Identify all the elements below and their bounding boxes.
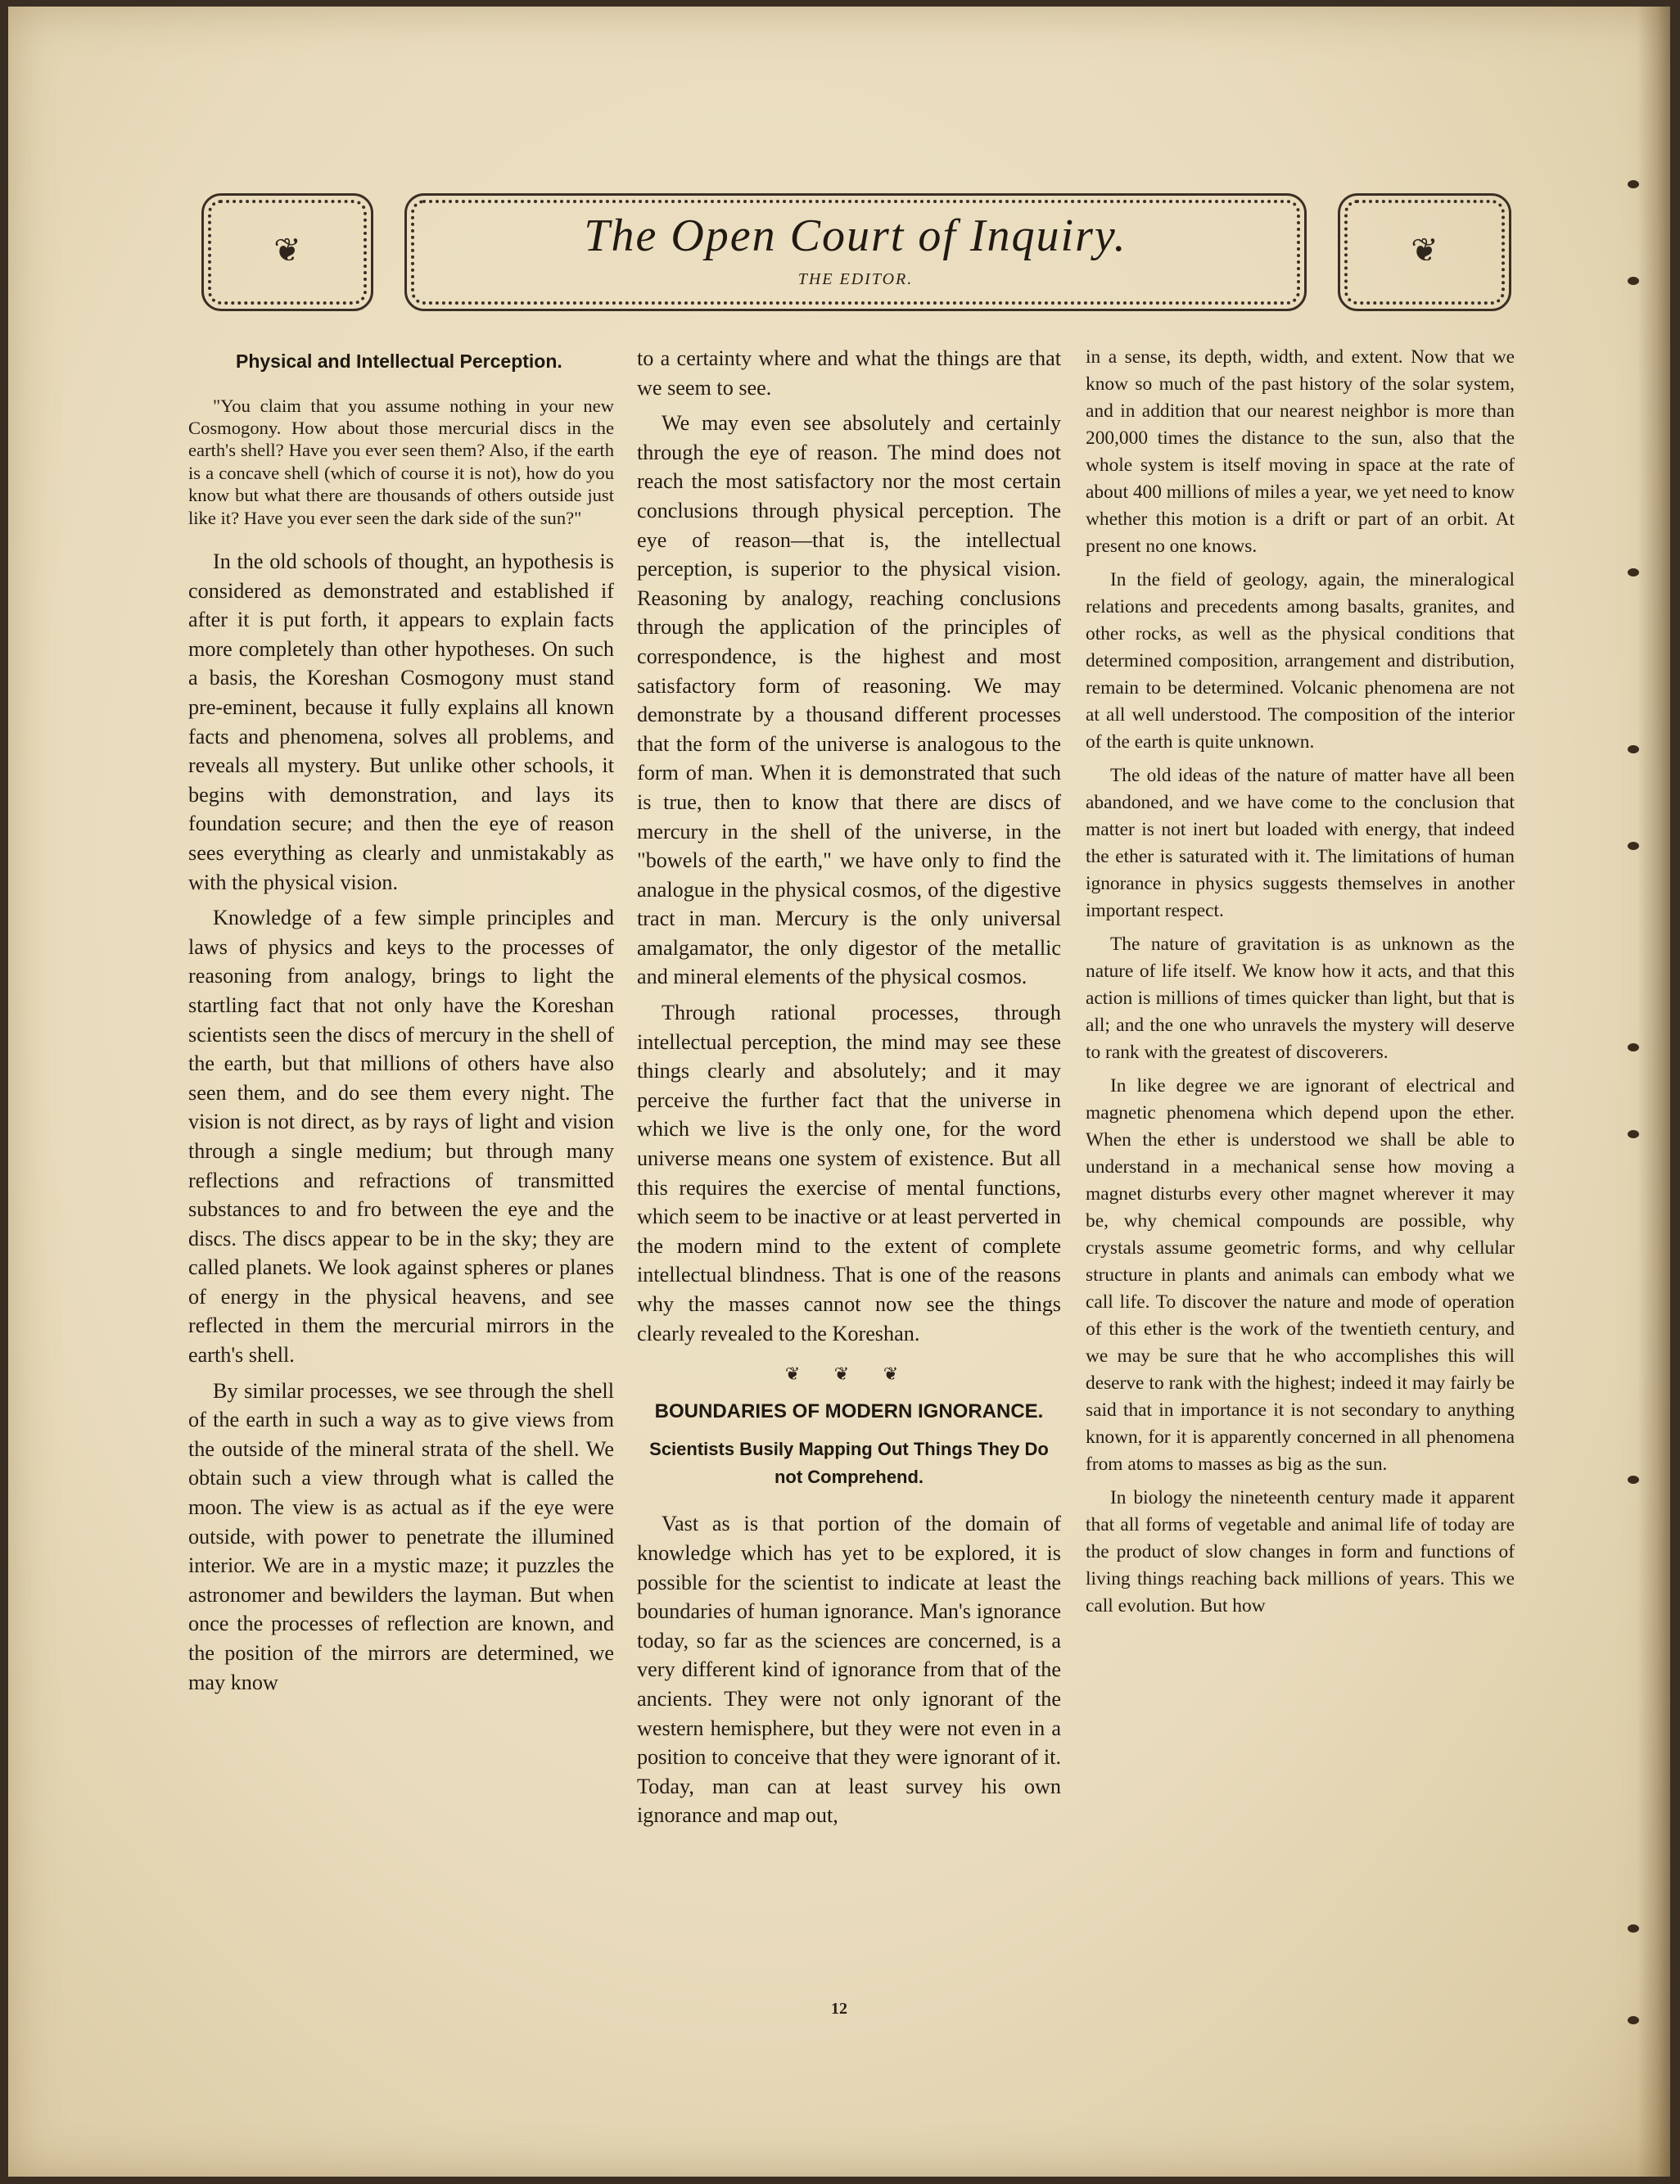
paragraph: to a certainty where and what the things are that we seem to see. xyxy=(637,346,1061,400)
fleuron-ornament-icon: ❦ xyxy=(273,232,301,269)
paragraph: in a sense, its depth, width, and extent. Now that we know so much of the past history of the solar system, and in addition that our nearest neighbor is more than 200,000 times the distance to the sun, also that the whole system is itself moving in space at the rate of about 400 millions of miles a year, we yet need to know whether this motion is a drift or part of an orbit. At present no one knows. xyxy=(1086,346,1515,557)
column-2 xyxy=(637,344,1061,1830)
binding-hole xyxy=(1628,277,1639,285)
binding-hole xyxy=(1628,1130,1639,1138)
binding-hole xyxy=(1628,1043,1639,1051)
paragraph: By similar processes, we see through the shell of the earth in such a way as to give views from the outside of the mineral strata of the shell. We obtain such a view through what is called the moon. The view is as actual as if the eye were outside, with power to penetrate the illumined interior. We are in a mystic maze; it puzzles the astronomer and bewilders the layman. But when once the processes of reflection are known, and the position of the mirrors are determined, we may know xyxy=(188,1378,614,1694)
banner-left-panel xyxy=(201,193,373,311)
section-divider: ❦ ❦ ❦ xyxy=(784,1363,914,1385)
article-subheading: Scientists Busily Mapping Out Things They Do not Comprehend. xyxy=(649,1439,1049,1488)
article-heading: BOUNDARIES OF MODERN IGNORANCE. xyxy=(654,1399,1044,1422)
paragraph: In biology the nineteenth century made it apparent that all forms of vegetable and animal life of today are the product of slow changes in form and functions of living things reaching back millions of years. This we call evolution. But how xyxy=(1086,1487,1515,1617)
paragraph: Vast as is that portion of the domain of knowledge which has yet to be explored, it is possible for the scientist to indicate at least the boundaries of human ignorance. Man's ignorance today, so far as the sciences are concerned, is a very different kind of ignorance from that of the ancients. They were not only ignorant of the western hemisphere, but they were not even in a position to conceive that they were ignorant of it. Today, man can at least survey his own ignorance and map out, xyxy=(637,1512,1061,1828)
page-number: 12 xyxy=(831,2000,847,2018)
fleuron-ornament-icon: ❦ xyxy=(1411,232,1438,269)
paragraph: We may even see absolutely and certainly through the eye of reason. The mind does not reach the most satisfactory nor the most certain conclusions through physical perception. The eye of reason—that is, the intellectual perception, is superior to the physical vision. Reasoning by analogy, reaching conclusions through the application of the principles of correspondence, is the highest and most satisfactory form of reasoning. We may demonstrate by a thousand different processes that the form of the universe is analogous to the form of man. When it is demonstrated that such is true, then to know that there are discs of mercury in the shell of the universe, in the "bowels of the earth," we have only to find the analogue in the physical cosmos, of the digestive tract in man. Mercury is the only universal amalgamator, the only digestor of the metallic and mineral elements of the physical cosmos. xyxy=(637,411,1061,989)
column-1 xyxy=(188,344,614,1697)
binding-hole xyxy=(1628,1924,1639,1933)
banner-right-panel xyxy=(1338,193,1511,311)
binding-hole xyxy=(1628,180,1639,188)
column-3 xyxy=(1086,344,1515,1620)
banner-title-panel xyxy=(404,193,1307,311)
section-byline: THE EDITOR. xyxy=(797,270,914,288)
paragraph: The old ideas of the nature of matter have all been abandoned, and we have come to the conclusion that matter is not inert but loaded with energy, that indeed the ether is saturated with it. The limitations of human ignorance in physics suggests themselves in another important respect. xyxy=(1086,765,1515,921)
paragraph: The nature of gravitation is as unknown as the nature of life itself. We know how it acts, and that this action is millions of times quicker than light, but that is all; and the one who unravels the mystery will deserve to rank with the greatest of discoverers. xyxy=(1086,934,1515,1063)
paragraph: Knowledge of a few simple principles and laws of physics and keys to the processes of reasoning from analogy, brings to light the startling fact that not only have the Koreshan scientists seen the discs of mercury in the shell of the earth, but that millions of others have also seen them, and do see them every night. The vision is not direct, as by rays of light and vision through a single medium; but through many reflections and refractions of transmitted substances to and fro between the eye and the discs. The discs appear to be in the sky; they are called planets. We look against spheres or planes of energy in the physical heavens, and see reflected in them the mercurial mirrors in the earth's shell. xyxy=(188,906,614,1368)
binding-hole xyxy=(1628,842,1639,850)
paragraph: In the field of geology, again, the mineralogical relations and precedents among basalts, granites, and other rocks, as well as the physical conditions that determined composition, arrangement and distribution, remain to be determined. Volcanic phenomena are not at all well understood. The composition of the interior of the earth is quite unknown. xyxy=(1086,569,1515,753)
paragraph: In like degree we are ignorant of electrical and magnetic phenomena which depend upon the ether. When the ether is understood we shall be able to understand in a mechanical sense how moving a magnet disturbs every other magnet wherever it may be, why chemical compounds are possible, why crystals assume geometric forms, and why cellular structure in plants and animals can embody what we call life. To discover the nature and mode of operation of this ether is the work of the twentieth century, and we may be sure that he who accomplishes this will deserve to rank with the highest; indeed it may fairly be said that in importance it is not secondary to anything known, for it is apparently concerned in all phenomena from atoms to masses as big as the sun. xyxy=(1086,1075,1515,1475)
section-title: The Open Court of Inquiry. xyxy=(584,210,1127,261)
binding-hole xyxy=(1628,568,1639,577)
binding-hole xyxy=(1628,1476,1639,1484)
paragraph: Through rational processes, through intellectual perception, the mind may see these things clearly and absolutely; and it may perceive the further fact that the universe in which we live is the only one, for the word universe means one system of existence. But all this requires the exercise of mental functions, which seem to be inactive or at least perverted in the modern mind to the extent of complete intellectual blindness. That is one of the reasons why the masses cannot now see the things clearly revealed to the Koreshan. xyxy=(637,1001,1061,1345)
magazine-page xyxy=(8,7,1670,2177)
paragraph: In the old schools of thought, an hypothesis is considered as demonstrated and established if after it is put forth, it appears to explain facts more completely than other hypotheses. On such a basis, the Koreshan Cosmogony must stand pre-eminent, because it fully explains all known facts and phenomena, solves all problems, and reveals all mystery. But unlike other schools, it begins with demonstration, and lays its foundation secure; and then the eye of reason sees everything as clearly and unmistakably as with the physical vision. xyxy=(188,549,614,894)
reader-question: "You claim that you assume nothing in your new Cosmogony. How about those mercurial discs in the earth's shell? Have you ever seen them? Also, if the earth is a concave shell (which of course it is not), how do you know but what there are thousands of others outside just like it? Have you ever seen the dark side of the sun?" xyxy=(188,395,614,528)
binding-hole xyxy=(1628,745,1639,753)
page-spine-shadow xyxy=(1637,7,1670,2177)
article-heading: Physical and Intellectual Perception. xyxy=(236,350,562,372)
